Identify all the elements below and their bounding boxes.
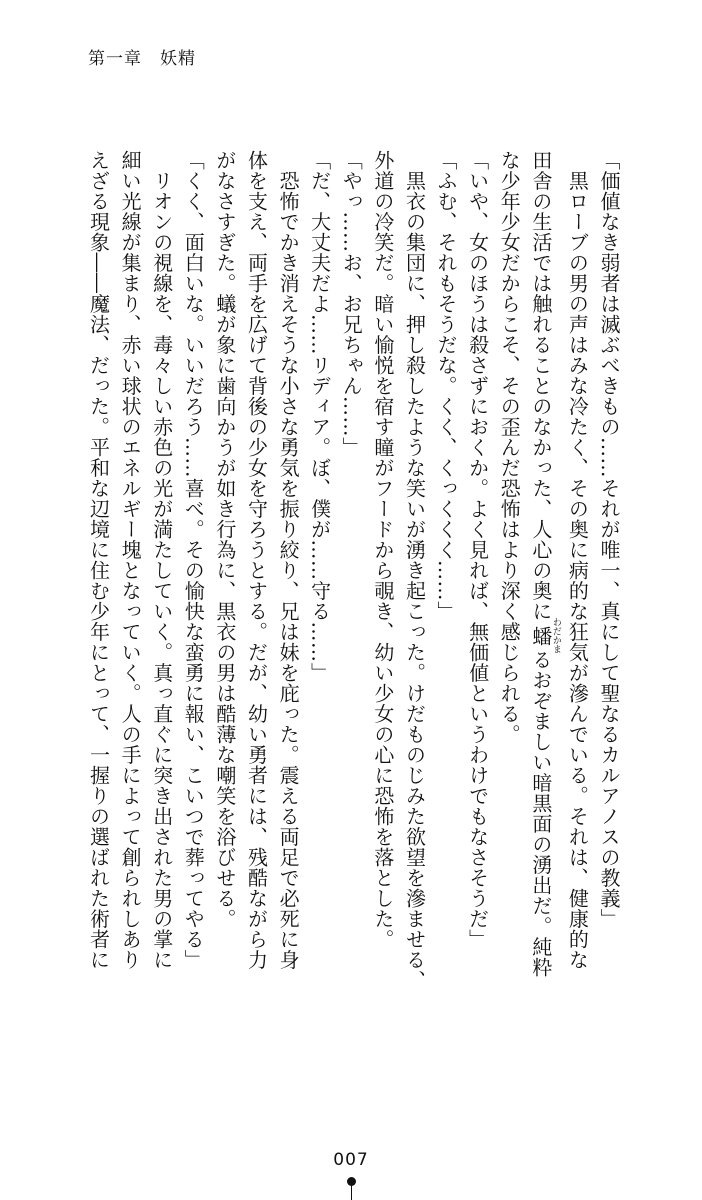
text-line: 「だ、大丈夫だよ……リディア。ぼ、僕が……守る……」 [307, 150, 332, 683]
text-segment: 田舎の生活では触れることのなかった、人心の奥に [528, 150, 553, 622]
text-line [524, 150, 561, 990]
text-line: 「いや、女のほうは殺さずにおくか。よく見れば、無価値というわけでもなさそうだ」 [465, 150, 490, 950]
text-line: 黒ローブの男の声はみな冷たく、その奥に病的な狂気が滲んでいる。それは、健康的な [565, 150, 590, 970]
text-line: な少年少女だからこそ、その歪んだ恐怖はより深く感じられる。 [497, 150, 522, 745]
text-line: 黒衣の集団に、押し殺したような笑いが湧き起こった。けだものじみた欲望を滲ませる、 [402, 150, 427, 991]
ruby-base: 蟠 [528, 617, 553, 654]
text-line: リオンの視線を、毒々しい赤色の光が満たしていく。真っ直ぐに突き出された男の掌に [149, 150, 174, 970]
text-line: えざる現象――魔法、だった。平和な辺境に住む少年にとって、一握りの選ばれた術者に [86, 150, 111, 970]
text-line: 「ふむ、それもそうだな。くく、くっくくく……」 [434, 150, 459, 622]
page-marker-line [351, 1185, 352, 1200]
text-line: 「価値なき弱者は滅ぶべきもの……それが唯一、真にして聖なるカルアノスの教義」 [597, 150, 621, 929]
text-segment: るおぞましい暗黒面の湧出だ。純粋 [528, 649, 553, 978]
ruby-text: わだかま [550, 617, 561, 654]
chapter-header: 第一章 妖精 [88, 49, 196, 69]
body-text [84, 150, 624, 990]
ruby-annotation [528, 617, 561, 654]
text-line: 「やっ……お、お兄ちゃん……」 [339, 150, 364, 458]
text-line: がなさすぎた。蟻が象に歯向かうが如き行為に、黒衣の男は酷薄な嘲笑を浴びせる。 [212, 150, 237, 929]
text-line: 外道の冷笑だ。暗い愉悦を宿す瞳がフードから覗き、幼い少女の心に恐怖を落とした。 [370, 150, 395, 950]
text-line: 細い光線が集まり、赤い球状のエネルギー塊となっていく。人の手によって創られしあり [118, 150, 143, 970]
text-line: 恐怖でかき消えそうな小さな勇気を振り絞り、兄は妹を庇った。震える両足で必死に身 [276, 150, 301, 970]
text-line: 「くく、面白いな。いいだろう……喜べ。その愉快な蛮勇に報い、こいつで葬ってやる」 [181, 150, 206, 970]
text-line: 体を支え、両手を広げて背後の少女を守ろうとする。だが、幼い勇者には、残酷ながら力 [244, 150, 269, 970]
page-number: 007 [333, 1150, 369, 1170]
